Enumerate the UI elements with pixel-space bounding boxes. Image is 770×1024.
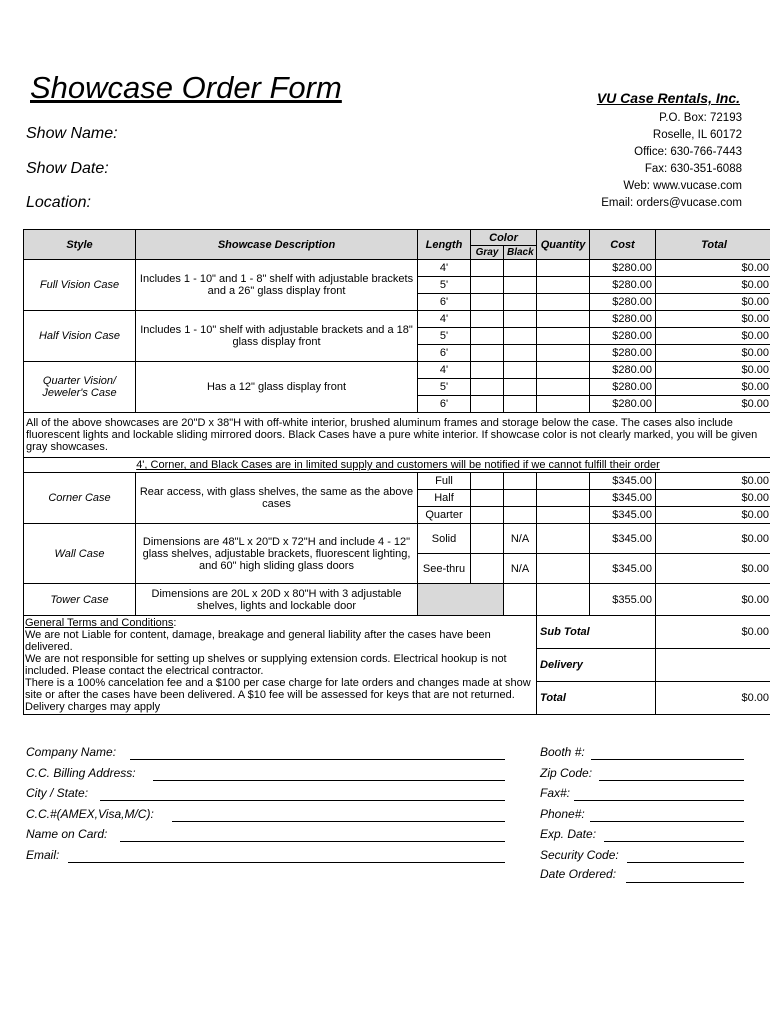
cost-cell: $345.00 (590, 524, 656, 554)
cost-cell: $355.00 (590, 584, 656, 616)
cost-cell: $280.00 (590, 362, 656, 379)
length-cell: 5' (418, 328, 471, 345)
col-length-header: Length (418, 230, 471, 260)
delivery-label: Delivery (537, 649, 656, 682)
length-cell: Half (418, 490, 471, 507)
city-state-field[interactable] (100, 800, 505, 801)
gray-qty-cell[interactable] (471, 473, 504, 490)
gray-qty-cell[interactable] (471, 362, 504, 379)
quantity-cell[interactable] (537, 507, 590, 524)
col-total-header: Total (656, 230, 770, 260)
quantity-cell[interactable] (537, 584, 590, 616)
gray-qty-cell[interactable] (471, 554, 504, 584)
quantity-cell[interactable] (537, 362, 590, 379)
black-qty-cell[interactable] (504, 311, 537, 328)
cost-cell: $280.00 (590, 260, 656, 277)
subtotal-label: Sub Total (537, 616, 656, 649)
security-code-label: Security Code: (540, 848, 619, 862)
style-full-vision: Full Vision Case (24, 260, 136, 311)
black-qty-cell[interactable] (504, 379, 537, 396)
company-email: Email: orders@vucase.com (601, 197, 742, 209)
total-cell: $0.00 (656, 507, 770, 524)
desc-quarter-vision: Has a 12" glass display front (136, 362, 418, 413)
cost-cell: $280.00 (590, 311, 656, 328)
delivery-value[interactable] (656, 649, 770, 682)
cost-cell: $280.00 (590, 396, 656, 413)
length-cell: 6' (418, 345, 471, 362)
terms-heading: General Terms and Conditions (25, 617, 174, 629)
quantity-cell[interactable] (537, 524, 590, 554)
total-label: Total (537, 682, 656, 715)
quantity-cell[interactable] (537, 473, 590, 490)
style-tower: Tower Case (24, 584, 136, 616)
billing-address-field[interactable] (153, 780, 505, 781)
card-number-field[interactable] (172, 821, 505, 822)
total-cell: $0.00 (656, 311, 770, 328)
cost-cell: $280.00 (590, 277, 656, 294)
black-qty-cell[interactable] (504, 362, 537, 379)
gray-qty-cell[interactable] (471, 379, 504, 396)
quantity-cell[interactable] (537, 260, 590, 277)
total-cell: $0.00 (656, 554, 770, 584)
billing-address-label: C.C. Billing Address: (26, 766, 136, 780)
gray-qty-cell[interactable] (471, 260, 504, 277)
black-qty-cell[interactable] (504, 345, 537, 362)
quantity-cell[interactable] (537, 379, 590, 396)
quantity-cell[interactable] (537, 490, 590, 507)
length-cell: Quarter (418, 507, 471, 524)
name-on-card-label: Name on Card: (26, 827, 108, 841)
phone-label: Phone#: (540, 807, 585, 821)
black-qty-cell[interactable] (504, 473, 537, 490)
style-corner: Corner Case (24, 473, 136, 524)
company-office: Office: 630-766-7443 (634, 146, 742, 158)
cost-cell: $345.00 (590, 473, 656, 490)
exp-date-label: Exp. Date: (540, 827, 597, 841)
black-qty-cell[interactable] (504, 260, 537, 277)
terms-line: We are not responsible for setting up shelves or supplying extension cords. Electrical hookup is not included. Please contact the electrical contractor. (25, 653, 507, 677)
gray-qty-cell[interactable] (471, 328, 504, 345)
booth-label: Booth #: (540, 745, 585, 759)
fax-field[interactable] (574, 800, 744, 801)
length-cell: Full (418, 473, 471, 490)
tower-length-blank (418, 584, 504, 616)
name-on-card-field[interactable] (120, 841, 505, 842)
length-cell: 4' (418, 260, 471, 277)
total-cell: $0.00 (656, 294, 770, 311)
style-quarter-vision: Quarter Vision/ Jeweler's Case (24, 362, 136, 413)
desc-full-vision: Includes 1 - 10" and 1 - 8" shelf with adjustable brackets and a 26" glass display front (136, 260, 418, 311)
black-qty-cell[interactable] (504, 584, 537, 616)
total-cell: $0.00 (656, 524, 770, 554)
show-name-label: Show Name: (26, 125, 118, 142)
total-cell: $0.00 (656, 328, 770, 345)
length-cell: 6' (418, 294, 471, 311)
black-qty-cell[interactable] (504, 294, 537, 311)
security-code-field[interactable] (627, 862, 744, 863)
grand-total-value: $0.00 (656, 682, 770, 715)
gray-qty-cell[interactable] (471, 345, 504, 362)
form-title: Showcase Order Form (30, 70, 342, 105)
company-name: VU Case Rentals, Inc. (596, 90, 740, 106)
total-cell: $0.00 (656, 584, 770, 616)
exp-date-field[interactable] (604, 841, 744, 842)
length-cell: 5' (418, 277, 471, 294)
zip-code-field[interactable] (599, 780, 744, 781)
length-cell: See-thru (418, 554, 471, 584)
col-color-header: Color (471, 230, 537, 246)
total-cell: $0.00 (656, 473, 770, 490)
gray-qty-cell[interactable] (471, 311, 504, 328)
black-qty-cell[interactable] (504, 277, 537, 294)
phone-field[interactable] (590, 821, 744, 822)
subtotal-value: $0.00 (656, 616, 770, 649)
gray-qty-cell[interactable] (471, 507, 504, 524)
black-qty-cell[interactable] (504, 396, 537, 413)
company-city: Roselle, IL 60172 (652, 129, 742, 141)
date-ordered-label: Date Ordered: (540, 867, 617, 881)
fax-label: Fax#: (540, 786, 571, 800)
quantity-cell[interactable] (537, 328, 590, 345)
col-quantity-header: Quantity (537, 230, 590, 260)
cost-cell: $345.00 (590, 554, 656, 584)
email-field[interactable] (68, 862, 505, 863)
style-half-vision: Half Vision Case (24, 311, 136, 362)
total-cell: $0.00 (656, 490, 770, 507)
date-ordered-field[interactable] (626, 882, 744, 883)
terms-line: Delivery charges may apply (25, 701, 161, 713)
black-na-cell: N/A (504, 554, 537, 584)
quantity-cell[interactable] (537, 277, 590, 294)
col-black-header: Black (504, 246, 537, 260)
quantity-cell[interactable] (537, 294, 590, 311)
total-cell: $0.00 (656, 277, 770, 294)
total-cell: $0.00 (656, 396, 770, 413)
booth-field[interactable] (591, 759, 744, 760)
cost-cell: $280.00 (590, 294, 656, 311)
gray-qty-cell[interactable] (471, 490, 504, 507)
zip-code-label: Zip Code: (540, 766, 593, 780)
cost-cell: $280.00 (590, 345, 656, 362)
col-cost-header: Cost (590, 230, 656, 260)
cost-cell: $345.00 (590, 507, 656, 524)
location-label: Location: (26, 194, 91, 211)
black-qty-cell[interactable] (504, 328, 537, 345)
gray-qty-cell[interactable] (471, 396, 504, 413)
cost-cell: $280.00 (590, 379, 656, 396)
terms-line: There is a 100% cancelation fee and a $100 per case charge for late orders and changes made at show site or after the cases have been delivered. A $10 fee will be assessed for keys that are not returned. (25, 677, 531, 701)
desc-tower: Dimensions are 20L x 20D x 80"H with 3 adjustable shelves, lights and lockable door (136, 584, 418, 616)
limited-supply-note: 4', Corner, and Black Cases are in limited supply and customers will be notified if we cannot fulfill their order (24, 458, 770, 473)
black-qty-cell[interactable] (504, 507, 537, 524)
col-description-header: Showcase Description (136, 230, 418, 260)
show-date-label: Show Date: (26, 160, 109, 177)
col-style-header: Style (24, 230, 136, 260)
gray-qty-cell[interactable] (471, 277, 504, 294)
desc-half-vision: Includes 1 - 10" shelf with adjustable brackets and a 18" glass display front (136, 311, 418, 362)
company-po-box: P.O. Box: 72193 (659, 112, 742, 124)
length-cell: 4' (418, 311, 471, 328)
desc-corner: Rear access, with glass shelves, the same as the above cases (136, 473, 418, 524)
total-cell: $0.00 (656, 260, 770, 277)
gray-qty-cell[interactable] (471, 294, 504, 311)
col-gray-header: Gray (471, 246, 504, 260)
card-number-label: C.C.#(AMEX,Visa,M/C): (26, 807, 154, 821)
style-wall: Wall Case (24, 524, 136, 584)
terms-line: We are not Liable for content, damage, breakage and general liability after the cases have been delivered. (25, 629, 491, 653)
length-cell: 5' (418, 379, 471, 396)
quantity-cell[interactable] (537, 345, 590, 362)
length-cell: 6' (418, 396, 471, 413)
company-fax: Fax: 630-351-6088 (644, 163, 742, 175)
total-cell: $0.00 (656, 379, 770, 396)
company-name-field[interactable] (130, 759, 505, 760)
length-cell: 4' (418, 362, 471, 379)
quantity-cell[interactable] (537, 554, 590, 584)
length-cell: Solid (418, 524, 471, 554)
total-cell: $0.00 (656, 345, 770, 362)
city-state-label: City / State: (26, 786, 89, 800)
company-web: Web: www.vucase.com (623, 180, 742, 192)
desc-wall: Dimensions are 48"L x 20"D x 72"H and include 4 - 12" glass shelves, adjustable brackets, fluorescent lighting, and 60" high sliding glass doors (136, 524, 418, 584)
cost-cell: $345.00 (590, 490, 656, 507)
showcase-note: All of the above showcases are 20"D x 38"H with off-white interior, brushed aluminum frames and storage below the case. The cases also include fluorescent lights and lockable sliding mirrored doors. Black Cases have a pure white interior. If showcase color is not clearly marked, you will be given gray showcases. (24, 413, 770, 458)
quantity-cell[interactable] (537, 396, 590, 413)
quantity-cell[interactable] (537, 311, 590, 328)
black-qty-cell[interactable] (504, 490, 537, 507)
order-table (23, 229, 770, 715)
email-label: Email: (26, 848, 60, 862)
cost-cell: $280.00 (590, 328, 656, 345)
total-cell: $0.00 (656, 362, 770, 379)
gray-qty-cell[interactable] (471, 524, 504, 554)
company-name-label: Company Name: (26, 745, 117, 759)
black-na-cell: N/A (504, 524, 537, 554)
terms-block: General Terms and Conditions: We are not Liable for content, damage, breakage and general liability after the cases have been delivered. We are not responsible for setting up shelves or supplying extension cords. Electrical hookup is not included. Please contact the electrical contractor. There is a 100% cancelation fee and a $100 per case charge for late orders and changes made at show site or after the cases have been delivered. A $10 fee will be assessed for keys that are not returned. Delivery charges may apply (24, 616, 537, 715)
